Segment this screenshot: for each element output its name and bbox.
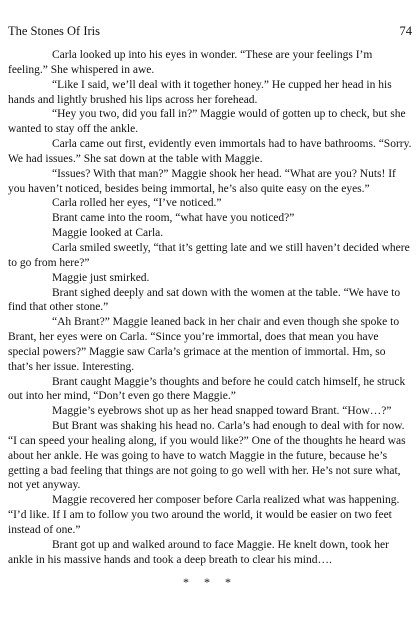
- scene-break: * * *: [183, 575, 237, 589]
- book-title: The Stones Of Iris: [8, 24, 100, 38]
- paragraph: Maggie recovered her composer before Carla realized what was happening. “I’d like. If I am to follow you two around the world, it would be easier on two feet instead of one.”: [8, 494, 400, 536]
- paragraph: “Issues? With that man?” Maggie shook her head. “What are you? Nuts! If you haven’t noticed, besides being immortal, he’s also quite easy on the eyes.”: [8, 167, 396, 195]
- paragraph: Maggie just smirked.: [52, 271, 150, 284]
- paragraph: Carla came out first, evidently even immortals had to have bathrooms. “Sorry. We had issues.” She sat down at the table with Maggie.: [8, 138, 412, 165]
- paragraph: But Brant was shaking his head no. Carla’s had enough to deal with for now. “I can speed your healing along, if you would like?” One of the thoughts he heard was about her ankle. He was going to have to watch Maggie in the future, because he’s getting a bad feeling that things are not going to go well with her. He’s not sure what, not yet anyway.: [8, 420, 406, 492]
- running-header: [8, 23, 412, 39]
- paragraph: Brant caught Maggie’s thoughts and before he could catch himself, he struck out into her mind, “Don’t even go there Maggie.”: [8, 375, 406, 403]
- paragraph: Carla looked up into his eyes in wonder. “These are your feelings I’m feeling.” She whispered in awe.: [8, 49, 373, 76]
- paragraph: Carla smiled sweetly, “that it’s getting late and we still haven’t decided where to go from here?”: [8, 241, 410, 269]
- paragraph: Maggie looked at Carla.: [52, 227, 164, 240]
- page-number: 74: [399, 24, 412, 38]
- paragraph: Brant got up and walked around to face Maggie. He knelt down, took her ankle in his massive hands and took a deep breath to clear his mind….: [8, 538, 389, 566]
- paragraph: “Ah Brant?” Maggie leaned back in her chair and even though she spoke to Brant, her eyes were on Carla. “Since you’re immortal, does that mean you have special powers?” Maggie saw Carla’s grimace at the mention of immortal. Hm, so that’s her issue. Interesting.: [8, 316, 400, 373]
- paragraph: “Hey you two, did you fall in?” Maggie would of gotten up to check, but she wanted to stay off the ankle.: [8, 108, 406, 136]
- paragraph: Carla rolled her eyes, “I’ve noticed.”: [52, 197, 222, 210]
- paragraph: Maggie’s eyebrows shot up as her head snapped toward Brant. “How…?”: [52, 405, 392, 418]
- paragraph: “Like I said, we’ll deal with it together honey.” He cupped her head in his hands and lightly brushed his lips across her forehead.: [8, 78, 392, 106]
- paragraph: Brant came into the room, “what have you noticed?”: [52, 212, 295, 225]
- paragraph: Brant sighed deeply and sat down with the women at the table. “We have to find that other stone.”: [8, 286, 401, 314]
- body-text: [8, 48, 412, 568]
